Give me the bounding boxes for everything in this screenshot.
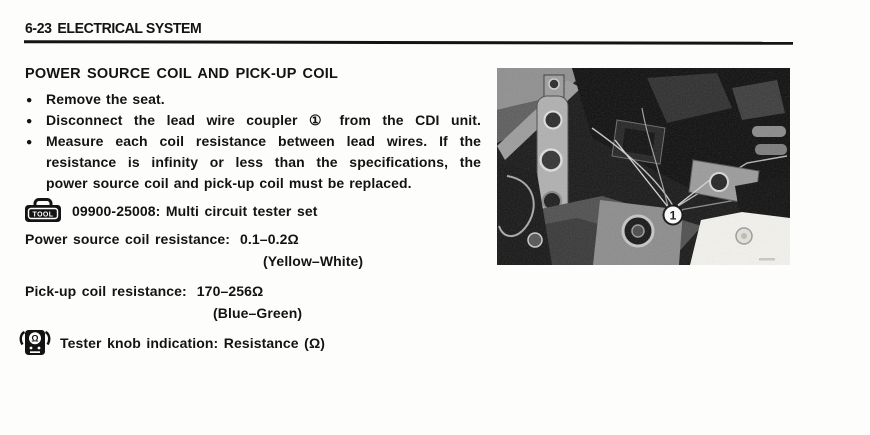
step-text: Remove the seat. [46,91,165,107]
procedure-steps [25,89,481,194]
page-number: 6-23 [25,21,52,37]
spec-value: 170–256Ω [196,283,264,299]
motorcycle-cdi-photo [497,68,790,265]
header-rule [24,40,793,45]
manual-photo [497,68,790,265]
procedure-step-3 [25,131,481,194]
section-title: POWER SOURCE COIL AND PICK-UP COIL [25,66,338,82]
step-text: Measure each coil resistance between lead wires. If the [46,133,481,149]
spec-label: Power source coil resistance: [25,231,231,247]
spec-value: 0.1–0.2Ω [240,231,299,247]
toolbox-icon [24,198,62,224]
power-source-coil-spec [25,231,299,247]
special-tool-note [24,198,317,224]
step-text: Disconnect the lead wire coupler ① from the CDI unit. [46,112,481,128]
tool-code-text: 09900-25008: Multi circuit tester set [72,203,318,219]
step-text: resistance is infinity or less than the specifications, the [46,154,481,170]
multimeter-icon-symbol: Ω [31,333,39,344]
procedure-step-1 [25,89,481,110]
bullet-icon: ● [26,94,33,106]
pick-up-coil-wire-colors: (Blue–Green) [213,305,303,321]
chapter-title: ELECTRICAL SYSTEM [57,21,202,37]
tester-knob-note [19,328,325,358]
pick-up-coil-spec [25,283,263,299]
photo-callout-number: 1 [669,208,677,223]
procedure-step-2 [25,110,481,131]
toolbox-icon-label: TOOL [32,211,54,219]
page-header [25,21,201,37]
bullet-icon: ● [26,115,33,127]
bullet-icon: ● [26,136,33,148]
multimeter-icon [19,328,51,358]
step-text: power source coil and pick-up coil must be replaced. [46,175,412,191]
spec-label: Pick-up coil resistance: [25,283,187,299]
power-source-coil-wire-colors: (Yellow–White) [263,253,364,269]
tester-knob-text: Tester knob indication: Resistance (Ω) [60,335,326,351]
